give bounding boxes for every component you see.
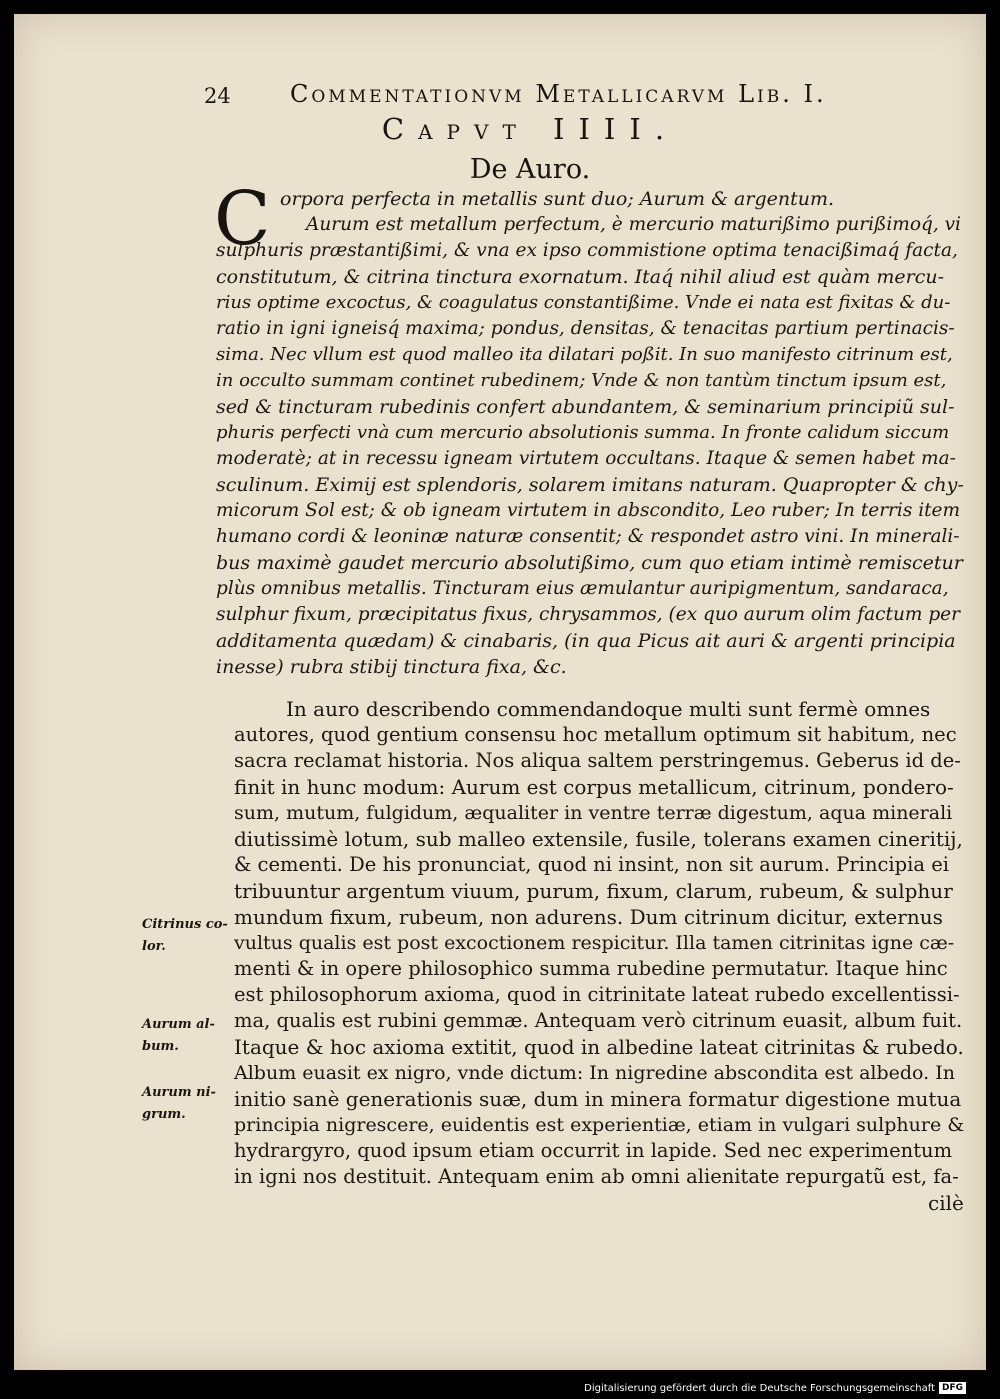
text-line: autores, quod gentium consensu hoc metallum optimum sit habitum, nec (234, 723, 957, 746)
text-line: in igni nos destituit. Antequam enim ab omni alienitate repurgatũ est, fa- (234, 1165, 959, 1188)
text-line: initio sanè generationis suæ, dum in minera formatur digestione mutua (234, 1087, 962, 1111)
text-line: constitutum, & citrina tinctura exornatum. Itaq́ nihil aliud est quàm mercu- (216, 266, 945, 288)
text-line: Itaque & hoc axioma extitit, quod in albedine lateat citrinitas & rubedo. (234, 1035, 964, 1059)
running-title: Commentationvm Metallicarvm Lib. I. (290, 80, 827, 108)
text-line: rius optime excoctus, & coagulatus constantißime. Vnde ei nata est fixitas & du- (216, 292, 951, 313)
section-title: De Auro. (469, 154, 591, 185)
text-line: diutissimè lotum, sub malleo extensile, fusile, tolerans examen cineritij, (234, 827, 963, 851)
text-line: ratio in igni igneisq́ maxima; pondus, densitas, & tenacitas partium pertinacis- (216, 318, 955, 339)
digitization-footer (584, 1382, 966, 1394)
text-line: moderatè; at in recessu igneam virtutem occultans. Itaque & semen habet ma- (216, 448, 956, 469)
text-line: In auro describendo commendandoque multi sunt fermè omnes (286, 697, 931, 721)
text-line: bus maximè gaudet mercurio absolutißimo, cum quo etiam intimè remiscetur (216, 552, 963, 574)
text-line: vultus qualis est post excoctionem respicitur. Illa tamen citrinitas igne cæ- (234, 932, 955, 954)
text-line: hydrargyro, quod ipsum etiam occurrit in lapide. Sed nec experimentum (234, 1139, 953, 1162)
text-line: sima. Nec vllum est quod malleo ita dilatari poßit. In suo manifesto citrinum est, (216, 344, 953, 365)
book-page (14, 14, 986, 1370)
funding-notice: Digitalisierung gefördert durch die Deutsche Forschungsgemeinschaft (584, 1382, 935, 1394)
text-line: inesse) rubra stibij tinctura fixa, &c. (216, 656, 567, 678)
text-line: & cementi. De his pronunciat, quod ni insint, non sit aurum. Principia ei (234, 853, 949, 876)
text-line: sed & tincturam rubedinis confert abundantem, & seminarium principiũ sul- (216, 396, 955, 418)
text-line: sum, mutum, fulgidum, æqualiter in ventre terræ digestum, aqua minerali (234, 802, 953, 824)
text-line: tribuuntur argentum viuum, purum, fixum, clarum, rubeum, & sulphur (234, 879, 953, 903)
text-line: principia nigrescere, euidentis est experientiæ, etiam in vulgari sulphure & (234, 1114, 965, 1136)
text-line: plùs omnibus metallis. Tincturam eius æmulantur auripigmentum, sandaraca, (216, 578, 949, 599)
text-line: orpora perfecta in metallis sunt duo; Aurum & argentum. (280, 188, 835, 210)
dfg-logo-icon: DFG (939, 1382, 966, 1394)
margin-note: Citrinus co- lor. (142, 917, 228, 954)
text-line: sulphuris præstantißimi, & vna ex ipso commistione optima tenacißimaq́ facta, (216, 240, 958, 261)
margin-note: Aurum al- bum. (142, 1017, 215, 1054)
chapter-heading: Capvt IIII. (381, 112, 679, 146)
text-line: ma, qualis est rubini gemmæ. Antequam verò citrinum euasit, album fuit. (234, 1009, 963, 1032)
text-line: sulphur fixum, præcipitatus fixus, chrysammos, (ex quo aurum olim factum per (216, 604, 960, 625)
text-line: micorum Sol est; & ob igneam virtutem in abscondito, Leo ruber; In terris item (216, 500, 961, 521)
drop-cap: C (214, 176, 271, 262)
text-line: mundum fixum, rubeum, non adurens. Dum citrinum dicitur, externus (234, 905, 943, 929)
text-line: est philosophorum axioma, quod in citrinitate lateat rubedo excellentissi- (234, 983, 960, 1006)
text-line: Album euasit ex nigro, vnde dictum: In nigredine abscondita est albedo. In (234, 1062, 955, 1084)
text-line: sculinum. Eximij est splendoris, solarem imitans naturam. Quapropter & chy- (216, 474, 964, 496)
text-line: cilè (928, 1191, 964, 1215)
text-line: Aurum est metallum perfectum, è mercurio maturißimo purißimoq́, vi (306, 214, 961, 235)
text-line: humano cordi & leoninæ naturæ consentit; & respondet astro vini. In minerali- (216, 526, 960, 547)
text-line: additamenta quædam) & cinabaris, (in qua Picus ait auri & argenti principia (216, 630, 956, 652)
text-line: in occulto summam continet rubedinem; Vnde & non tantùm tinctum ipsum est, (216, 370, 947, 391)
text-line: finit in hunc modum: Aurum est corpus metallicum, citrinum, pondero- (234, 775, 954, 799)
margin-note: Aurum ni- grum. (142, 1085, 216, 1122)
page-number: 24 (204, 84, 231, 108)
text-line: phuris perfecti vnà cum mercurio absolutionis summa. In fronte calidum siccum (216, 422, 950, 443)
text-line: sacra reclamat historia. Nos aliqua saltem perstringemus. Geberus id de- (234, 749, 961, 772)
text-line: menti & in opere philosophico summa rubedine permutatur. Itaque hinc (234, 957, 948, 980)
